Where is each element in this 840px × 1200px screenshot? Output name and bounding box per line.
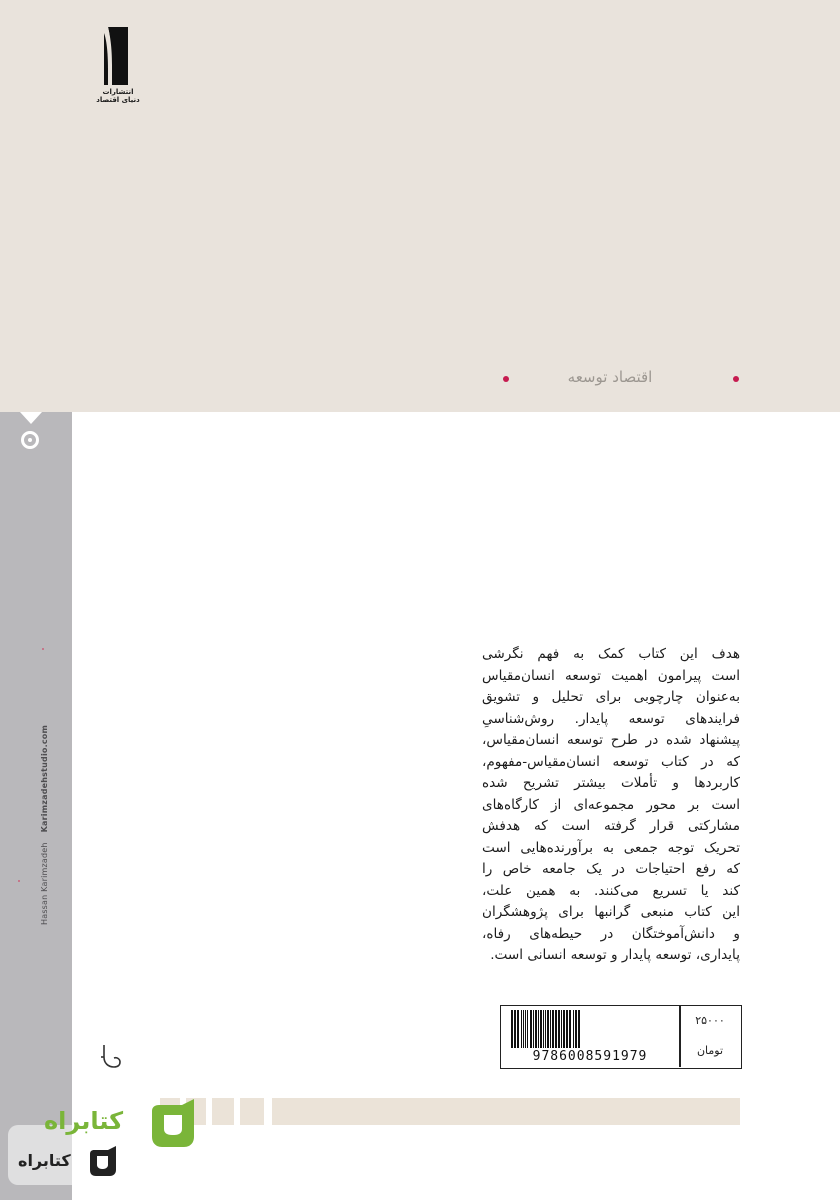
series-title: اقتصاد توسعه xyxy=(567,368,653,386)
barcode-bar xyxy=(540,1010,542,1048)
blurb-line: هدف این کتاب کمک به فهم نگرشی xyxy=(482,646,740,662)
circle-target-icon xyxy=(21,431,39,449)
designer-credit xyxy=(40,725,49,925)
watermark-brand: کتابراه xyxy=(44,1107,124,1135)
barcode-bar xyxy=(555,1010,557,1048)
strip-segment xyxy=(212,1098,234,1125)
blurb-line: این کتاب منبعی گرانبها برای پژوهشگران xyxy=(482,904,740,920)
blurb-line: است بر محور مجموعه‌ای از کارگاه‌های xyxy=(482,796,740,813)
barcode-bar xyxy=(530,1010,532,1048)
kitabrah-watermark xyxy=(0,1093,210,1200)
kitabrah-small-logo-icon xyxy=(86,1145,120,1179)
barcode-bar xyxy=(550,1010,551,1048)
blurb-line: و دانش‌آموختگان در حیطه‌های رفاه، xyxy=(482,925,740,942)
barcode-bars xyxy=(509,1010,671,1048)
barcode-bar xyxy=(575,1010,577,1048)
designer-name: Hassan Karimzadeh xyxy=(40,842,49,925)
barcode-bar xyxy=(552,1010,554,1048)
barcode-bar xyxy=(578,1010,580,1048)
barcode-bar xyxy=(561,1010,562,1048)
price-barcode-box xyxy=(500,1005,742,1069)
publisher-name-line2: دنیای اقتصاد xyxy=(96,96,140,104)
blurb-line: است پیرامون اهمیت توسعه انسان‌مقیاس xyxy=(482,667,740,684)
barcode-bar xyxy=(543,1010,544,1048)
blurb-line: تحریک توجه جمعی به برآورنده‌هایی است xyxy=(482,839,740,856)
kitabrah-logo-icon xyxy=(146,1097,200,1151)
blurb-line: کند یا تسریع می‌کنند. به همین علت، xyxy=(482,882,740,899)
barcode-bar xyxy=(527,1010,528,1048)
barcode-bar xyxy=(525,1010,526,1048)
barcode-bar xyxy=(566,1010,568,1048)
barcode-bar xyxy=(521,1010,522,1048)
barcode-bar xyxy=(535,1010,537,1048)
speck xyxy=(18,880,20,882)
barcode-bar xyxy=(533,1010,534,1048)
back-cover-blurb xyxy=(482,644,740,967)
barcode-bar xyxy=(569,1010,571,1048)
barcode-bar xyxy=(523,1010,524,1048)
publisher-name-line1: انتشارات xyxy=(102,88,134,96)
publisher-logo xyxy=(98,25,138,107)
price-value: ۲۵۰۰۰ xyxy=(695,1014,725,1027)
blurb-line: پیشنهاد شده در طرح توسعه انسان‌مقیاس، xyxy=(482,732,740,748)
spine-notch xyxy=(20,412,42,424)
barcode-bar xyxy=(511,1010,513,1048)
blurb-line: کاربردها و تأملات بیشتر تشریح شده xyxy=(482,775,740,791)
blurb-line: به‌عنوان چارچوبی برای تحلیل و تشویق xyxy=(482,689,740,705)
watermark-brand-small: کتابراه xyxy=(18,1151,71,1170)
isbn-number: 9786008591979 xyxy=(532,1049,648,1064)
barcode-bar xyxy=(514,1010,516,1048)
blurb-line: فرایندهای توسعه پایدار. روش‌شناسیِ xyxy=(482,710,740,727)
barcode-bar xyxy=(545,1010,546,1048)
speck xyxy=(42,648,44,650)
barcode-bar xyxy=(558,1010,560,1048)
blurb-line: مشارکتی قرار گرفته است که هدفش xyxy=(482,818,740,834)
barcode-bar xyxy=(538,1010,539,1048)
series-row xyxy=(0,360,840,400)
barcode-bar xyxy=(547,1010,549,1048)
price-currency: تومان xyxy=(696,1044,724,1057)
designer-signature-icon xyxy=(100,1043,122,1073)
series-dot-right xyxy=(733,376,739,382)
blurb-line: که در کتاب توسعه انسان‌مقیاس-مفهوم، xyxy=(482,753,740,770)
publisher-name xyxy=(90,88,146,104)
designer-website: Karimzadehstudio.com xyxy=(40,724,49,833)
strip-segment xyxy=(272,1098,740,1125)
strip-segment xyxy=(240,1098,264,1125)
spine-band xyxy=(0,412,72,1200)
blurb-line: که رفع احتیاجات در یک جامعه خاص را xyxy=(482,861,740,877)
price-divider xyxy=(679,1006,681,1067)
barcode-bar xyxy=(563,1010,565,1048)
isbn-barcode xyxy=(505,1010,675,1064)
blurb-line: پایداری، توسعه پایدار و توسعه انسانی است. xyxy=(490,947,740,963)
barcode-bar xyxy=(517,1010,519,1048)
series-dot-left xyxy=(503,376,509,382)
book-page-icon xyxy=(98,25,138,87)
barcode-bar xyxy=(573,1010,574,1048)
